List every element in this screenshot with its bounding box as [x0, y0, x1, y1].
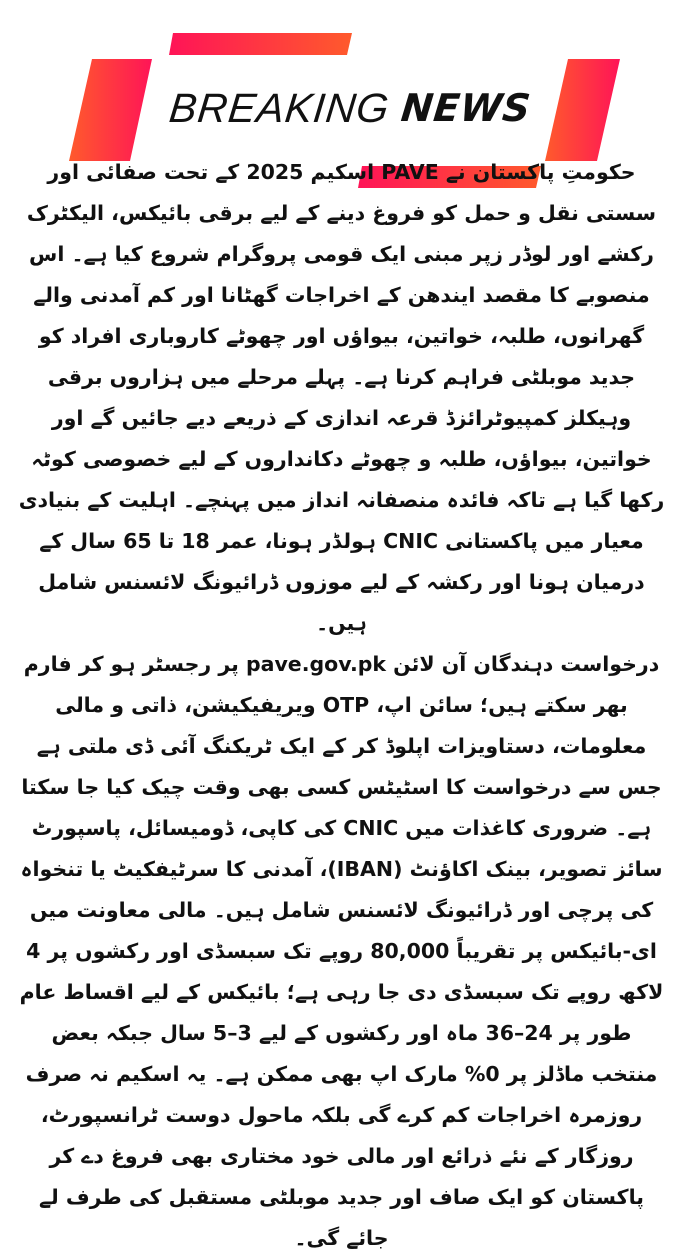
article-paragraph-1: حکومتِ پاکستان نے PAVE اسکیم 2025 کے تحت صفائی اور سستی نقل و حمل کو فروغ دینے کے لیے برقی بائیکس، الیکٹرک رکشے اور لوڈر زپر مبنی ایک قومی پروگرام شروع کیا ہے۔ اس منصوبے کا مقصد ایندھن کے اخراجات گھٹانا اور کم آمدنی والے گھرانوں، طلبہ، خواتین، بیواؤں اور چھوٹے کاروباری افراد کو جدید موبلٹی فراہم کرنا ہے۔ پہلے مرحلے میں ہزاروں برقی وہیکلز کمپیوٹرائزڈ قرعہ اندازی کے ذریعے دیے جائیں گے اور خواتین، بیواؤں، طلبہ و چھوٹے دکانداروں کے لیے خصوصی کوٹہ رکھا گیا ہے تاکہ فائدہ منصفانہ انداز میں پہنچے۔ اہلیت کے بنیادی معیار میں پاکستانی CNIC ہولڈر ہونا، عمر 18 تا 65 سال کے درمیان ہونا اور رکشہ کے لیے موزوں ڈرائیونگ لائسنس شامل ہیں۔: [18, 160, 665, 635]
article-paragraph-2: درخواست دہندگان آن لائن pave.gov.pk پر رجسٹر ہو کر فارم بھر سکتے ہیں؛ سائن اپ، OTP ویریفیکیشن، ذاتی و مالی معلومات، دستاویزات اپلوڈ کر کے ایک ٹریکنگ آئی ڈی ملتی ہے جس سے درخواست کا اسٹیٹس کسی بھی وقت چیک کیا جا سکتا ہے۔ ضروری کاغذات میں CNIC کی کاپی، ڈومیسائل، پاسپورٹ سائز تصویر، بینک اکاؤنٹ (IBAN)، آمدنی کا سرٹیفکیٹ یا تنخواہ کی پرچی اور ڈرائیونگ لائسنس شامل ہیں۔ مالی معاونت میں ای-بائیکس پر تقریباً 80,000 روپے تک سبسڈی اور رکشوں پر 4 لاکھ روپے تک سبسڈی دی جا رہی ہے؛ بائیکس کے لیے اقساط عام طور پر 24–36 ماہ اور رکشوں کے لیے 3–5 سال جبکہ بعض منتخب ماڈلز پر 0% مارک اپ بھی ممکن ہے۔ یہ اسکیم نہ صرف روزمرہ اخراجات کم کرے گی بلکہ ماحول دوست ٹرانسپورٹ، روزگار کے نئے ذرائع اور مالی خود مختاری بھی فروغ دے کر پاکستان کو ایک صاف اور جدید موبلٹی مستقبل کی طرف لے جائے گی۔: [19, 652, 664, 1250]
banner-top-bar: [169, 33, 352, 55]
banner-word-news: NEWS: [399, 86, 533, 130]
banner-word-breaking: BREAKING: [167, 84, 392, 131]
article-body: [18, 152, 665, 1259]
banner-right-block: [545, 59, 620, 161]
banner-left-block: [69, 59, 152, 161]
banner-headline: [157, 84, 542, 132]
